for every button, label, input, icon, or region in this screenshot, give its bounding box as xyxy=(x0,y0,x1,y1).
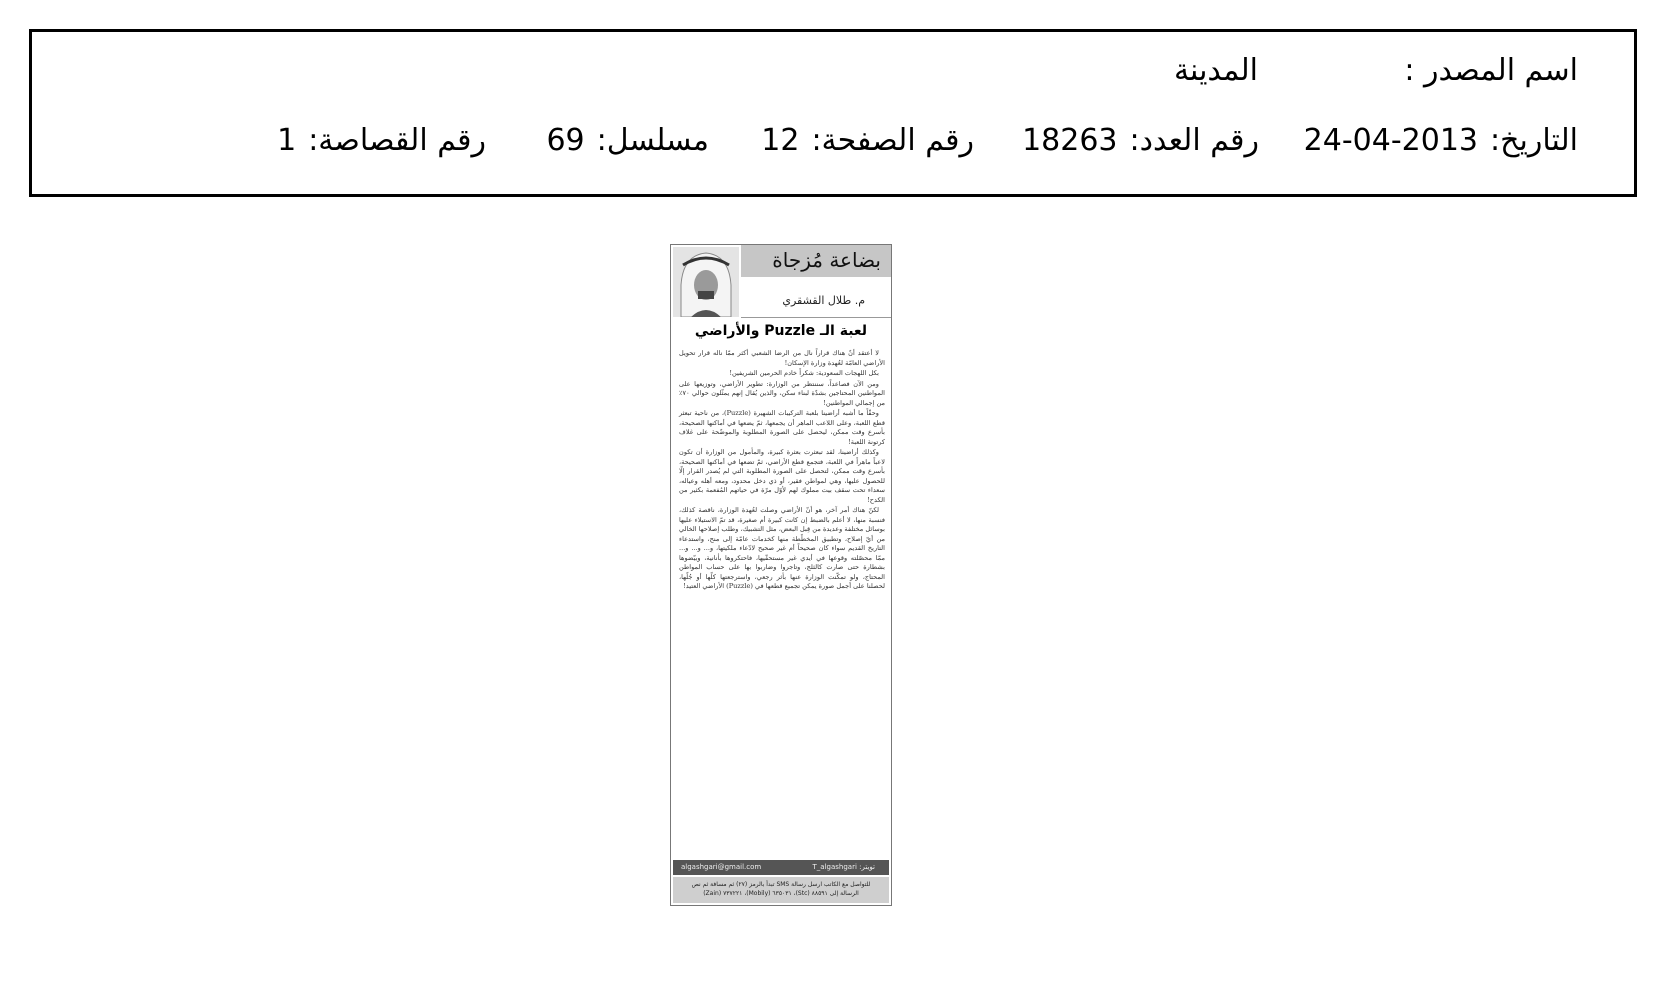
sms-line: الرسالة إلى ٨٨٥٩١ (Stc)، ٦٣٥٠٣١ (Mobily)، ٧٣٧٢٢١ (Zain) xyxy=(703,890,859,897)
author-portrait-image xyxy=(673,247,739,317)
article-body xyxy=(679,349,885,593)
source-field xyxy=(1404,53,1578,88)
article-headline: لعبة الـ Puzzle والأراضي xyxy=(694,323,868,339)
date-field xyxy=(1303,123,1578,158)
contact-bar xyxy=(673,860,889,875)
page-value: 12 xyxy=(761,123,800,158)
issue-label: رقم العدد: xyxy=(1129,123,1259,158)
twitter-handle: تويتر: T_algashgari xyxy=(812,863,875,871)
paragraph: وحقّاً ما أشبه أراضينا بلعبة التركيبات الشهيرة (Puzzle)، من ناحية تبعثر قطع اللعبة، وعلى اللاعب الماهر أن يجمعها، ثمّ يضعها في أماكنها الصحيحة، بأسرع وقت ممكن، ليحصل على الصورة المطلوبة والموضّحة على غلاف كرتونة اللعبة! xyxy=(679,409,885,446)
serial-value: 69 xyxy=(546,123,585,158)
clip-field xyxy=(277,123,486,158)
source-label: اسم المصدر : xyxy=(1404,53,1578,88)
page-label: رقم الصفحة: xyxy=(811,123,974,158)
paragraph: لكنّ هناك أمر آخر، هو أنّ الأراضي وصلت لعُهدة الوزارة، ناقصة كذلك، فنسبة منها، لا أعلم بالضبط إن كانت كبيرة أم صغيرة، قد تمّ الاستيلاء عليها بوسائل مختلفة وعديدة من قِبل البعض، مثل التشبيك، وطلب إصلاحها الخالي من أيّ إصلاح، وتطبيق المخطّطة منها كخدمات عامّة إلى منح، واستدعاء التاريخ القديم سواء كان صحيحاً أم غير صحيح لادّعاء ملكيتها، و... و... و... ممّا محصّلته وقوعها في أيدي غير مستحقّيها، فاحتكروها بأنانية، وبيّضوها بشطارة حتى صارت كالثلج، وتاجروا وضاربوا بها على حساب المواطن المحتاج، ولو تمكّنت الوزارة عنها بأثر رجعي، واسترجعتها كلّها أو جُلّها، لحصلنا على أجمل صورة يمكن تجميع قطعها في (Puzzle) الأراضي العتيد! xyxy=(679,506,885,590)
clip-value: 1 xyxy=(277,123,297,158)
date-label: التاريخ: xyxy=(1490,123,1578,158)
column-name: بضاعة مُزجاة xyxy=(772,248,881,272)
date-value: 2013-04-24 xyxy=(1303,123,1479,158)
sms-line: للتواصل مع الكاتب ارسل رسالة SMS تبدأ بالرمز (٢٧) ثم مسافة ثم نص xyxy=(691,881,871,888)
newspaper-clipping xyxy=(670,244,892,906)
paragraph: لا أعتقد أنّ هناك قراراً نال من الرضا الشعبي أكثر ممّا ناله قرار تحويل الأراضي العامّة لعُهدة وزارة الإسكان! xyxy=(679,349,885,367)
issue-field xyxy=(1022,123,1259,158)
divider xyxy=(741,317,891,318)
email-address: algashgari@gmail.com xyxy=(681,863,762,871)
issue-value: 18263 xyxy=(1022,123,1118,158)
paragraph: ومن الآن فصاعداً، سننتظر من الوزارة: تطوير الأراضي، وتوزيعها على المواطنين المحتاجين بشدّة لبناء سكن، والذين يُقال إنهم يمثّلون حوالي ٧٠٪ من إجمالي المواطنين! xyxy=(679,379,885,407)
column-name-band xyxy=(741,245,891,277)
paragraph: بكل اللهجات السعودية: شكراً خادم الحرمين الشريفين! xyxy=(729,369,879,377)
metadata-header xyxy=(29,29,1637,197)
source-value: المدينة xyxy=(1173,53,1258,88)
clip-label: رقم القصاصة: xyxy=(308,123,486,158)
sms-info xyxy=(673,877,889,903)
column-banner xyxy=(671,245,891,319)
paragraph: وكذلك أراضينا، لقد تبعثرت بعثرة كبيرة، والمأمول من الوزارة أن تكون لاعباً ماهراً في اللعبة، فتجمع قطع الأراضي، ثمّ تضعها في أماكنها الصحيحة، بأسرع وقت ممكن، لتحصل على الصورة المطلوبة التي لم يُصدر القرار إلّا للحصول عليها، وهي لمواطن فقير، أو ذي دخل محدود، ومعه أهله وعياله، سعداء تحت سقف بيت مملوك لهم لأوّل مرّة في حياتهم المُفعمة بكثير من الكدح! xyxy=(679,448,885,504)
serial-label: مسلسل: xyxy=(596,123,709,158)
serial-field xyxy=(546,123,709,158)
page-field xyxy=(761,123,974,158)
author-name: م. طلال القشقري xyxy=(782,294,865,307)
